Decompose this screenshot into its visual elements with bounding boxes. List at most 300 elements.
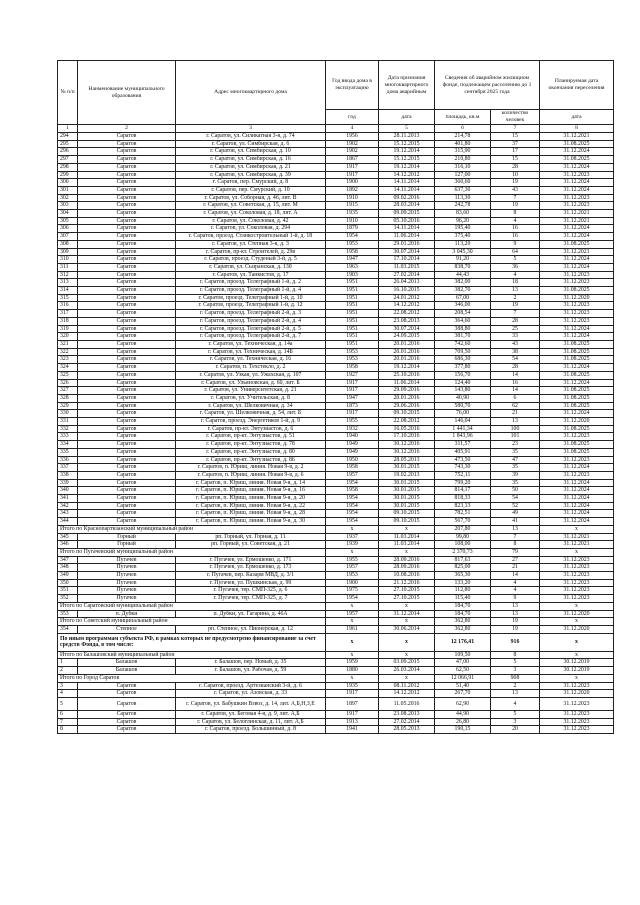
table-row [58, 441, 614, 449]
row-address: г. Саратов, проезд. Телеграфный 2-й, д. 4 [176, 317, 326, 325]
subtotal-row [58, 525, 614, 533]
row-municipality: Саратов [78, 194, 176, 202]
row-municipality: Саратов [78, 356, 176, 364]
row-municipality: п. Дубки [78, 610, 176, 618]
row-emergency-date: 09.09.2015 [379, 210, 435, 218]
row-people: 21 [491, 410, 540, 418]
index-cell: 7 [491, 125, 540, 133]
index-cell: 8 [540, 125, 614, 133]
row-year: 1915 [326, 202, 379, 210]
row-area: 133,20 [435, 579, 491, 587]
row-year: 1953 [326, 572, 379, 580]
row-year: 1902 [326, 140, 379, 148]
subtotal-date: х [379, 602, 435, 610]
row-municipality: Саратов [78, 310, 176, 318]
row-number: 351 [58, 587, 78, 595]
table-row [58, 518, 614, 526]
row-year: 1937 [326, 533, 379, 541]
row-people: 25 [491, 325, 540, 333]
row-address: г. Саратов, ул. Шелковичная, д. 34 [176, 402, 326, 410]
row-people: 19 [491, 202, 540, 210]
subtotal-year: х [326, 618, 379, 626]
row-municipality: Саратов [78, 202, 176, 210]
row-area: 208,54 [435, 310, 491, 318]
row-area: 108,00 [435, 541, 491, 549]
row-area: 40,90 [435, 394, 491, 402]
row-area: 146,04 [435, 418, 491, 426]
row-year: 1955 [326, 556, 379, 564]
row-area: 382,00 [435, 279, 491, 287]
row-area: 195,40 [435, 225, 491, 233]
table-row [58, 294, 614, 302]
row-municipality: Саратов [78, 148, 176, 156]
row-planned-date: 31.08.2025 [540, 441, 614, 449]
index-cell: 2 [78, 125, 176, 133]
row-number: 4 [58, 690, 78, 698]
row-number: 318 [58, 317, 78, 325]
row-area: 818,33 [435, 495, 491, 503]
table-row [58, 425, 614, 433]
row-emergency-date: 11.05.2016 [379, 697, 435, 710]
table-row [58, 217, 614, 225]
row-year: 1955 [326, 418, 379, 426]
row-emergency-date: 11.03.2014 [379, 533, 435, 541]
row-municipality: Саратов [78, 402, 176, 410]
table-row [58, 248, 614, 256]
row-address: г. Саратов, проезд. Энергетиков 1-й, д. 9 [176, 418, 326, 426]
row-people: 16 [491, 225, 540, 233]
row-planned-date: 31.12.2023 [540, 572, 614, 580]
row-year: 1954 [326, 233, 379, 241]
row-area: 115,40 [435, 595, 491, 603]
row-number: 334 [58, 441, 78, 449]
subtotal-year: х [326, 674, 379, 682]
row-address: г. Саратов, ул. Степная 3-я, д. 3 [176, 240, 326, 248]
row-area: 190,15 [435, 726, 491, 734]
row-year: 1956 [326, 133, 379, 141]
row-address: рп. Горный, ул. Горная, д. 11 [176, 533, 326, 541]
row-number: 354 [58, 626, 78, 634]
sub-date: дата [379, 110, 435, 125]
row-year: 1867 [326, 156, 379, 164]
row-planned-date: 31.08.2025 [540, 348, 614, 356]
row-address: г. Саратов, ул. Техническая, д. 16 [176, 356, 326, 364]
header-fund-info: Сведения об аварийном жилищном фонде, подлежащем расселению до 1 сентября 2025 года [435, 61, 540, 110]
table-row [58, 495, 614, 503]
row-area: 742,60 [435, 340, 491, 348]
row-people: 9 [491, 595, 540, 603]
row-year: 1880 [326, 667, 379, 675]
row-emergency-date: 21.12.2016 [379, 579, 435, 587]
row-number: 305 [58, 217, 78, 225]
row-municipality: Саратов [78, 156, 176, 164]
row-area: 127,00 [435, 171, 491, 179]
row-area: 156,70 [435, 371, 491, 379]
row-municipality: Саратов [78, 456, 176, 464]
row-people: 64 [491, 248, 540, 256]
row-year: 1954 [326, 502, 379, 510]
row-municipality: Саратов [78, 210, 176, 218]
row-area: 405,91 [435, 448, 491, 456]
table-row [58, 364, 614, 372]
row-area: 799,20 [435, 479, 491, 487]
row-people: 35 [491, 448, 540, 456]
row-people: 3 [491, 718, 540, 726]
row-planned-date: 31.12.2023 [540, 271, 614, 279]
row-municipality: Саратов [78, 502, 176, 510]
row-area: 838,70 [435, 263, 491, 271]
row-emergency-date: 31.12.2014 [379, 610, 435, 618]
row-year: 1917 [326, 387, 379, 395]
row-area: 83,60 [435, 210, 491, 218]
table-row [58, 340, 614, 348]
row-people: 4 [491, 579, 540, 587]
row-year: 1900 [326, 179, 379, 187]
row-year: 1913 [326, 718, 379, 726]
row-planned-date: 31.12.2024 [540, 225, 614, 233]
row-emergency-date: 10.08.2016 [379, 572, 435, 580]
subtotal-row [58, 651, 614, 659]
row-people: 43 [491, 340, 540, 348]
row-people: 4 [491, 587, 540, 595]
table-row [58, 156, 614, 164]
row-people: 47 [491, 456, 540, 464]
row-year: 1947 [326, 394, 379, 402]
row-year: 1951 [326, 325, 379, 333]
table-row [58, 202, 614, 210]
row-year: 1958 [326, 464, 379, 472]
row-people: 49 [491, 510, 540, 518]
row-emergency-date: 19.12.2014 [379, 364, 435, 372]
row-year: 1910 [326, 217, 379, 225]
table-row [58, 556, 614, 564]
row-planned-date: 31.08.2025 [540, 387, 614, 395]
row-year: 1939 [326, 541, 379, 549]
row-municipality: Саратов [78, 726, 176, 734]
subtotal-plan: х [540, 525, 614, 533]
row-municipality: Саратов [78, 248, 176, 256]
row-emergency-date: 20.01.2016 [379, 394, 435, 402]
row-municipality: Саратов [78, 171, 176, 179]
row-people: 35 [491, 464, 540, 472]
subtotal-area: 362,80 [435, 618, 491, 626]
row-municipality: Саратов [78, 425, 176, 433]
row-number: 345 [58, 533, 78, 541]
row-area: 113,20 [435, 240, 491, 248]
row-emergency-date: 27.10.2015 [379, 595, 435, 603]
row-area: 743,30 [435, 464, 491, 472]
row-area: 67,00 [435, 294, 491, 302]
row-planned-date: 31.12.2024 [540, 325, 614, 333]
row-municipality: Саратов [78, 518, 176, 526]
row-address: г. Саратов, ул. Университетская, д. 21 [176, 387, 326, 395]
row-year: 1954 [326, 518, 379, 526]
index-cell: 5 [379, 125, 435, 133]
row-municipality: Саратов [78, 179, 176, 187]
row-planned-date: 31.12.2024 [540, 487, 614, 495]
row-area: 401,80 [435, 140, 491, 148]
row-people: 5 [491, 256, 540, 264]
subtotal-plan: х [540, 548, 614, 556]
row-planned-date: 31.12.2021 [540, 217, 614, 225]
row-planned-date: 31.08.2025 [540, 240, 614, 248]
row-address: г. Саратов, ул. Танкистов, д. 17 [176, 271, 326, 279]
subtotal-plan: х [540, 651, 614, 659]
subtotal-area: 2 370,73 [435, 548, 491, 556]
subtotal-label: По иным программам субъекта РФ, в рамках которых не предусмотрено финансирование за счет средств Фонда, в том числе: [58, 633, 326, 651]
subtotal-area: 207,80 [435, 525, 491, 533]
row-area: 113,30 [435, 194, 491, 202]
row-emergency-date: 26.04.2013 [379, 279, 435, 287]
row-area: 567,70 [435, 518, 491, 526]
subtotal-row [58, 618, 614, 626]
row-people: 2 [491, 294, 540, 302]
row-address: г. Саратов, п. Юриш, линия. Новая 9-я, д. 22 [176, 502, 326, 510]
row-number: 301 [58, 186, 78, 194]
row-emergency-date: 05.10.2016 [379, 217, 435, 225]
row-emergency-date: 09.10.2015 [379, 410, 435, 418]
row-area: 3 045,30 [435, 248, 491, 256]
row-year: 1957 [326, 564, 379, 572]
row-area: 814,17 [435, 487, 491, 495]
table-row [58, 667, 614, 675]
row-municipality: Саратов [78, 340, 176, 348]
program-total-row [58, 633, 614, 651]
row-planned-date: 31.12.2023 [540, 310, 614, 318]
row-area: 782,51 [435, 510, 491, 518]
row-planned-date: 31.12.2024 [540, 186, 614, 194]
row-people: 43 [491, 186, 540, 194]
row-number: 295 [58, 140, 78, 148]
row-people: 38 [491, 348, 540, 356]
row-planned-date: 30.12.2019 [540, 667, 614, 675]
row-area: 112,80 [435, 587, 491, 595]
row-people: 21 [491, 564, 540, 572]
table-row [58, 579, 614, 587]
row-people: 7 [491, 533, 540, 541]
subtotal-people: 908 [491, 674, 540, 682]
row-year: 1941 [326, 726, 379, 734]
row-planned-date: 31.12.2020 [540, 294, 614, 302]
row-number: 6 [58, 710, 78, 718]
row-number: 326 [58, 379, 78, 387]
table-row [58, 302, 614, 310]
row-people: 9 [491, 240, 540, 248]
row-area: 377,80 [435, 364, 491, 372]
row-number: 296 [58, 148, 78, 156]
row-address: г. Саратов, пр-кт. Энтузиастов, д. 78 [176, 441, 326, 449]
row-number: 327 [58, 387, 78, 395]
index-row [58, 125, 614, 133]
subtotal-year: х [326, 633, 379, 651]
row-planned-date: 31.12.2021 [540, 533, 614, 541]
row-planned-date: 31.12.2023 [540, 171, 614, 179]
row-address: г. Саратов, ул. Симбирская, д. 6 [176, 140, 326, 148]
row-municipality: Саратов [78, 718, 176, 726]
row-number: 302 [58, 194, 78, 202]
row-municipality: Саратов [78, 441, 176, 449]
row-number: 313 [58, 279, 78, 287]
row-planned-date: 31.12.2024 [540, 479, 614, 487]
subtotal-year: х [326, 651, 379, 659]
row-emergency-date: 26.03.2014 [379, 667, 435, 675]
row-year: 1951 [326, 302, 379, 310]
row-people: 39 [491, 471, 540, 479]
row-municipality: Горный [78, 541, 176, 549]
row-planned-date: 31.12.2021 [540, 248, 614, 256]
row-address: г. Саратов, ул. Белоглинская, д. 11, лит. А,Б [176, 718, 326, 726]
row-emergency-date: 22.08.2012 [379, 310, 435, 318]
row-year: 1935 [326, 682, 379, 690]
row-planned-date: 31.12.2023 [540, 471, 614, 479]
row-emergency-date: 30.01.2015 [379, 495, 435, 503]
row-year: 1900 [326, 579, 379, 587]
table-row [58, 690, 614, 698]
row-address: г. Саратов, ул. Симбирская, д. 10 [176, 148, 326, 156]
row-address: рп. Горный, ул. Советская, д. 21 [176, 541, 326, 549]
table-row [58, 610, 614, 618]
row-address: г. Саратов, ул. Соколовая, д. 42 [176, 217, 326, 225]
row-number: 312 [58, 271, 78, 279]
row-address: г. Саратов, пр-кт. Энтузиастов, д. 6 [176, 425, 326, 433]
row-municipality: Степное [78, 626, 176, 634]
row-people: 35 [491, 479, 540, 487]
row-area: 44,90 [435, 710, 491, 718]
row-year: 1910 [326, 194, 379, 202]
row-people: 13 [491, 287, 540, 295]
row-municipality: Саратов [78, 710, 176, 718]
row-planned-date: 31.12.2024 [540, 518, 614, 526]
table-row [58, 448, 614, 456]
table-row [58, 626, 614, 634]
row-planned-date: 31.12.2020 [540, 610, 614, 618]
row-area: 637,30 [435, 186, 491, 194]
row-year: 1958 [326, 248, 379, 256]
row-address: г. Саратов, пр-кт. Энтузиастов, д. 86 [176, 456, 326, 464]
row-number: 338 [58, 471, 78, 479]
subtotal-label: Итого по Город Саратов [58, 674, 326, 682]
row-address: г. Саратов, ул. Соколовая, д. 294 [176, 225, 326, 233]
table-row [58, 225, 614, 233]
header-row [58, 61, 614, 110]
row-municipality: Саратов [78, 379, 176, 387]
row-address: г. Саратов, ул. Бабушкин Взвоз, д. 14, лит. А,Б,Н,З,Е [176, 697, 326, 710]
row-year: 1902 [326, 148, 379, 156]
row-number: 314 [58, 287, 78, 295]
row-emergency-date: 11.03.2014 [379, 541, 435, 549]
subtotal-label: Итого по Краснопартизанский муниципальный район [58, 525, 326, 533]
table-row [58, 240, 614, 248]
row-area: 365,30 [435, 572, 491, 580]
row-area: 362,80 [435, 626, 491, 634]
row-emergency-date: 24.09.2015 [379, 333, 435, 341]
row-municipality: Саратов [78, 364, 176, 372]
row-emergency-date: 16.05.2016 [379, 425, 435, 433]
table-row [58, 587, 614, 595]
row-number: 310 [58, 256, 78, 264]
row-municipality: Саратов [78, 186, 176, 194]
row-planned-date: 31.12.2020 [540, 690, 614, 698]
row-number: 303 [58, 202, 78, 210]
table-row [58, 418, 614, 426]
row-people: 14 [491, 371, 540, 379]
row-number: 320 [58, 333, 78, 341]
row-people: 6 [491, 394, 540, 402]
table-row [58, 682, 614, 690]
row-municipality: Саратов [78, 256, 176, 264]
row-emergency-date: 14.12.2012 [379, 171, 435, 179]
row-year: 1917 [326, 710, 379, 718]
subtotal-people: 916 [491, 633, 540, 651]
row-number: 332 [58, 425, 78, 433]
row-people: 19 [491, 179, 540, 187]
row-municipality: Саратов [78, 394, 176, 402]
table-row [58, 317, 614, 325]
row-year: 1897 [326, 697, 379, 710]
row-municipality: Саратов [78, 279, 176, 287]
row-emergency-date: 03.09.2015 [379, 659, 435, 667]
row-people: 19 [491, 626, 540, 634]
row-emergency-date: 30.01.2015 [379, 487, 435, 495]
header-number: № п/п [58, 61, 78, 125]
row-emergency-date: 25.10.2016 [379, 371, 435, 379]
table-row [58, 310, 614, 318]
table-row [58, 387, 614, 395]
row-planned-date: 31.12.2023 [540, 302, 614, 310]
row-year: 1951 [326, 294, 379, 302]
row-address: рп. Степное, ул. Пионерская, д. 12 [176, 626, 326, 634]
row-area: 388,80 [435, 325, 491, 333]
table-row [58, 186, 614, 194]
row-municipality: Саратов [78, 263, 176, 271]
header-year: Год ввода дома в эксплуатацию [326, 61, 379, 110]
row-planned-date: 31.12.2024 [540, 163, 614, 171]
row-address: г. Саратов, проезд. Телеграфный 2-й, д. 5 [176, 325, 326, 333]
row-municipality: Саратов [78, 371, 176, 379]
row-people: 14 [491, 572, 540, 580]
row-year: 1954 [326, 595, 379, 603]
row-year: 1949 [326, 448, 379, 456]
row-year: 1951 [326, 333, 379, 341]
row-number: 330 [58, 410, 78, 418]
row-emergency-date: 28.05.2013 [379, 726, 435, 734]
row-area: 817,63 [435, 556, 491, 564]
table-row [58, 287, 614, 295]
row-emergency-date: 30.12.2016 [379, 441, 435, 449]
row-municipality: Саратов [78, 225, 176, 233]
row-planned-date: 31.08.2025 [540, 425, 614, 433]
row-area: 214,78 [435, 133, 491, 141]
row-year: 1953 [326, 348, 379, 356]
row-address: г. Саратов, п. Юриш, линия. Новая 9-я, д. 30 [176, 518, 326, 526]
row-number: 298 [58, 163, 78, 171]
table-row [58, 410, 614, 418]
table-row [58, 456, 614, 464]
row-municipality: Саратов [78, 163, 176, 171]
table-row [58, 133, 614, 141]
row-number: 316 [58, 302, 78, 310]
row-address: г. Саратов, ул. Учительская, д. 8 [176, 394, 326, 402]
subtotal-date: х [379, 651, 435, 659]
row-number: 300 [58, 179, 78, 187]
row-emergency-date: 14.11.2014 [379, 225, 435, 233]
row-address: г. Саратов, ул. Силикатная 3-я, д. 74 [176, 133, 326, 141]
table-row [58, 718, 614, 726]
row-area: 473,50 [435, 456, 491, 464]
row-address: г. Саратов, ул. Советская, д. 15, лит. М [176, 202, 326, 210]
row-people: 13 [491, 610, 540, 618]
row-municipality: Горный [78, 533, 176, 541]
